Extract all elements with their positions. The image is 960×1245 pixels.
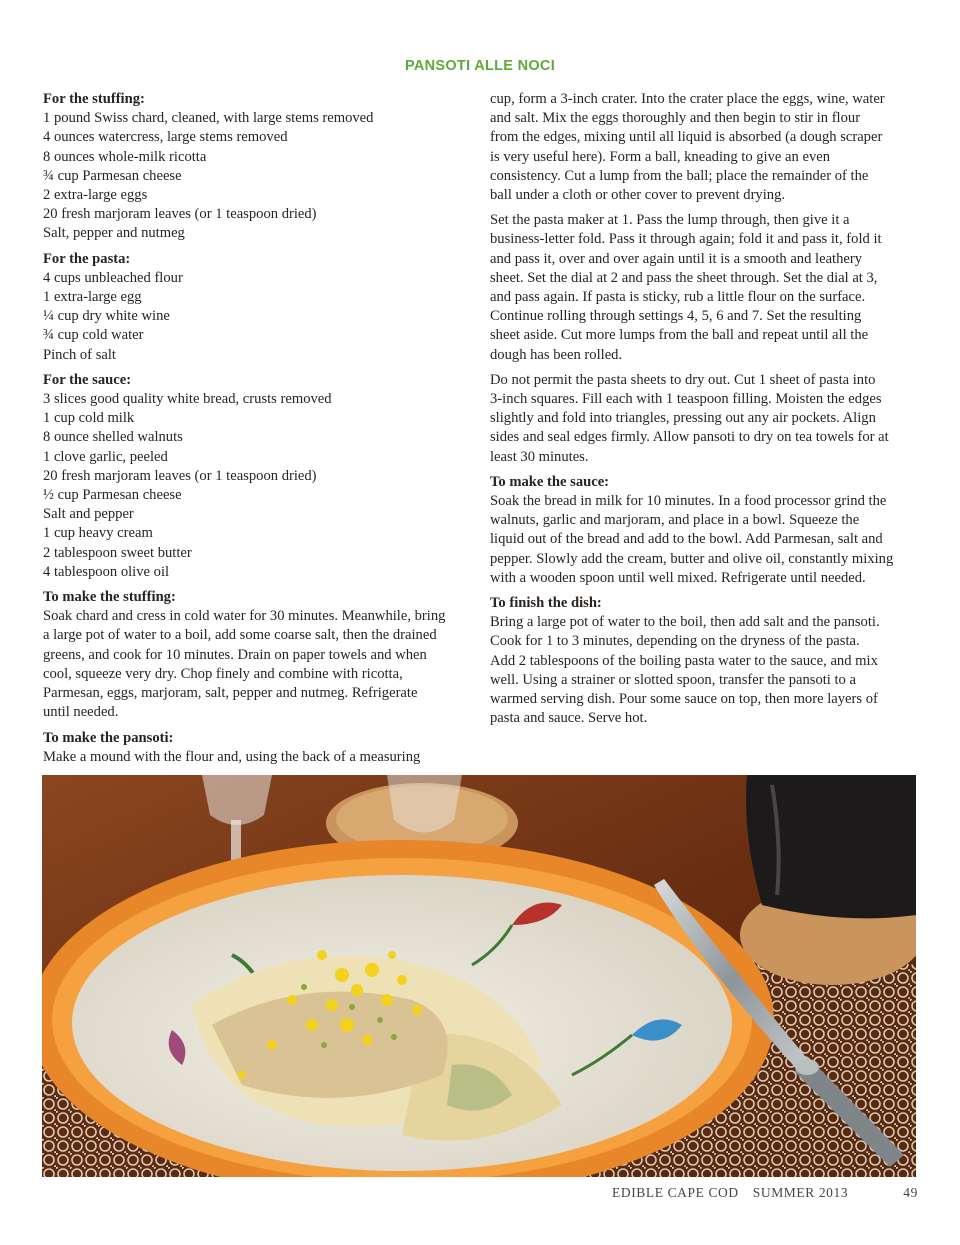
text-line: 1 cup heavy cream xyxy=(43,525,153,542)
text-line: business-letter fold. Pass it through again; fold it and pass it, fold it xyxy=(490,231,882,248)
text-line: liquid out of the bread and add to the bowl. Add Parmesan, salt and xyxy=(490,531,883,548)
text-line: 4 cups unbleached flour xyxy=(43,269,183,286)
make-sauce-heading: To make the sauce: xyxy=(490,473,610,490)
text-line: Add 2 tablespoons of the boiling pasta water to the sauce, and mix xyxy=(490,652,878,669)
text-line: with a wooden spoon until well mixed. Refrigerate until needed. xyxy=(490,569,866,586)
pasta-heading: For the pasta: xyxy=(43,250,131,267)
stuffing-ingredients xyxy=(43,109,473,243)
text-line: walnuts, garlic and marjoram, and place in a bowl. Squeeze the xyxy=(490,512,860,529)
text-line: least 30 minutes. xyxy=(490,448,589,465)
text-line: sheet aside. Cut more lumps from the ball and repeat until all the xyxy=(490,327,869,344)
text-line: ¼ cup dry white wine xyxy=(43,308,170,325)
text-line: cool, squeeze very dry. Chop finely and combine with ricotta, xyxy=(43,665,403,682)
pansoti-photo xyxy=(42,775,916,1177)
make-sauce-text xyxy=(490,492,918,588)
text-line: 4 ounces watercress, large stems removed xyxy=(43,129,288,146)
text-line: ½ cup Parmesan cheese xyxy=(43,487,182,504)
text-line: is very useful here). Form a ball, kneading to give an even xyxy=(490,148,831,165)
sauce-ingredients xyxy=(43,390,473,582)
text-line: Bring a large pot of water to the boil, then add salt and the pansoti. xyxy=(490,614,880,631)
pasta-ingredients xyxy=(43,269,473,365)
text-line: 20 fresh marjoram leaves (or 1 teaspoon dried) xyxy=(43,467,317,484)
text-line: Pinch of salt xyxy=(43,346,116,363)
make-stuffing-text xyxy=(43,607,473,722)
pansoti-paragraph-1 xyxy=(490,90,918,205)
finish-text xyxy=(490,613,918,728)
stuffing-heading: For the stuffing: xyxy=(43,91,145,107)
make-stuffing-heading: To make the stuffing: xyxy=(43,589,176,606)
text-line: well. Using a strainer or slotted spoon, transfer the pansoti to a xyxy=(490,671,856,688)
text-line: 1 clove garlic, peeled xyxy=(43,448,168,465)
text-line: slightly and fold into triangles, pressing out any air pockets. Align xyxy=(490,410,876,427)
text-line: Soak the bread in milk for 10 minutes. In a food processor grind the xyxy=(490,493,887,510)
text-line: from the edges, mixing until all liquid is absorbed (a dough scraper xyxy=(490,129,883,146)
text-line: ¾ cup cold water xyxy=(43,327,144,344)
text-line: Parmesan, eggs, marjoram, salt, pepper and nutmeg. Refrigerate xyxy=(43,685,418,702)
text-line: and salt. Mix the eggs thoroughly and then begin to stir in flour xyxy=(490,110,861,127)
text-line: Continue rolling through settings 4, 5, 6 and 7. Set the resulting xyxy=(490,308,862,325)
text-line: until needed. xyxy=(43,704,119,721)
issue-date: SUMMER 2013 xyxy=(752,1185,849,1200)
text-line: and pass again. If pasta is sticky, rub a little flour on the surface. xyxy=(490,289,866,306)
right-column xyxy=(490,90,918,729)
pansoti-paragraph-3 xyxy=(490,371,918,467)
left-column xyxy=(43,90,473,767)
text-line: Soak chard and cress in cold water for 30 minutes. Meanwhile, bring xyxy=(43,608,446,625)
text-line: 3 slices good quality white bread, crusts removed xyxy=(43,391,332,408)
text-line: 8 ounces whole-milk ricotta xyxy=(43,148,207,165)
text-line: 8 ounce shelled walnuts xyxy=(43,429,183,446)
text-line: 1 pound Swiss chard, cleaned, with large stems removed xyxy=(43,110,374,127)
text-line: cup, form a 3-inch crater. Into the crater place the eggs, wine, water xyxy=(490,91,885,107)
sauce-heading: For the sauce: xyxy=(43,371,132,388)
text-line: 2 extra-large eggs xyxy=(43,187,148,204)
recipe-title: PANSOTI ALLE NOCI xyxy=(404,58,556,74)
text-line: warmed serving dish. Pour some sauce on top, then more layers of xyxy=(490,691,878,708)
pansoti-paragraph-2 xyxy=(490,211,918,365)
text-line: pasta and sauce. Serve hot. xyxy=(490,710,648,727)
make-pansoti-heading: To make the pansoti: xyxy=(43,729,174,746)
text-line: 3-inch squares. Fill each with 1 teaspoon filling. Moisten the edges xyxy=(490,391,882,408)
text-line: greens, and cook for 10 minutes. Drain on paper towels and when xyxy=(43,646,427,663)
text-line: 1 extra-large egg xyxy=(43,289,142,306)
page-number: 49 xyxy=(903,1185,918,1200)
finish-heading: To finish the dish: xyxy=(490,595,602,612)
text-line: dough has been rolled. xyxy=(490,346,623,363)
text-line: 2 tablespoon sweet butter xyxy=(43,544,192,561)
text-line: ball under a cloth or other cover to prevent drying. xyxy=(490,187,786,204)
text-line: ¾ cup Parmesan cheese xyxy=(43,167,182,184)
text-line: pepper. Slowly add the cream, butter and olive oil, constantly mixing xyxy=(490,550,894,567)
text-line: consistency. Cut a lump from the ball; place the remainder of the xyxy=(490,167,869,184)
text-line: and pass it, over and over again until it is a smooth and leathery xyxy=(490,250,863,267)
text-line: 4 tablespoon olive oil xyxy=(43,563,170,580)
text-line: 20 fresh marjoram leaves (or 1 teaspoon dried) xyxy=(43,206,317,223)
make-pansoti-text xyxy=(43,748,473,767)
text-line: Do not permit the pasta sheets to dry out. Cut 1 sheet of pasta into xyxy=(490,371,876,388)
publication-name: EDIBLE CAPE COD xyxy=(612,1185,739,1200)
text-line: Make a mound with the flour and, using the back of a measuring xyxy=(43,748,421,765)
text-line: Salt and pepper xyxy=(43,506,134,523)
text-line: a large pot of water to a boil, add some coarse salt, then the drained xyxy=(43,627,437,644)
text-line: 1 cup cold milk xyxy=(43,410,135,427)
text-line: Cook for 1 to 3 minutes, depending on the dryness of the pasta. xyxy=(490,633,860,650)
text-line: sheet. Set the dial at 2 and pass the sheet through. Set the dial at 3, xyxy=(490,269,878,286)
pansoti-plate-illustration xyxy=(42,775,916,1177)
page-footer xyxy=(612,1185,918,1201)
text-line: Salt, pepper and nutmeg xyxy=(43,225,185,242)
text-line: Set the pasta maker at 1. Pass the lump through, then give it a xyxy=(490,212,850,229)
text-line: sides and seal edges firmly. Allow pansoti to dry on tea towels for at xyxy=(490,429,889,446)
